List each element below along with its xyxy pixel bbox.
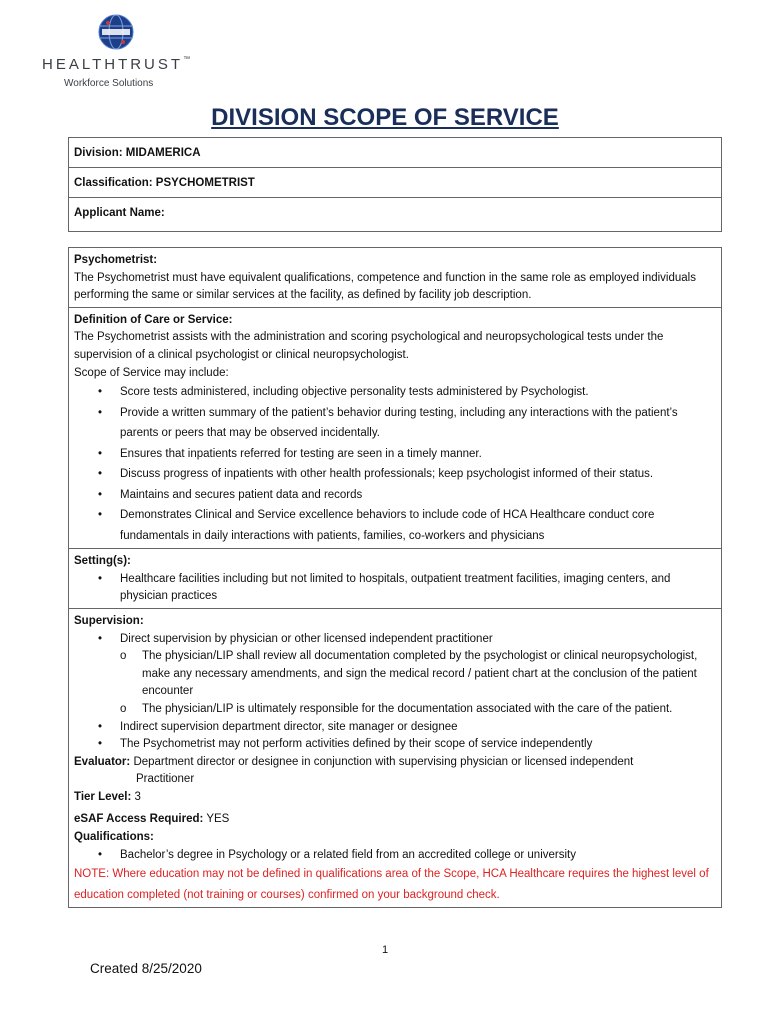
settings-heading: Setting(s): (74, 555, 131, 568)
supervision-section (69, 609, 721, 907)
settings-section (69, 549, 721, 609)
evaluator-label: Evaluator: (74, 755, 131, 768)
tier-value: 3 (131, 790, 141, 803)
list-item: • Provide a written summary of the patient’s behavior during testing, including any interactions with the patient’s parents or peers that may be observed incidentally. (74, 403, 716, 444)
list-item: • Discuss progress of inpatients with other health professionals; keep psychologist informed of their status. (74, 464, 716, 485)
evaluator-text: Department director or designee in conjunction with supervising physician or licensed independent (130, 755, 634, 768)
list-item: • The Psychometrist may not perform activities defined by their scope of service independently (74, 736, 716, 754)
list-item: • Ensures that inpatients referred for testing are seen in a timely manner. (74, 444, 716, 465)
brand-tagline: Workforce Solutions (64, 78, 154, 89)
supervision-list (74, 631, 716, 754)
supervision-heading: Supervision: (74, 614, 144, 627)
definition-section (69, 308, 721, 549)
list-item: • Demonstrates Clinical and Service excellence behaviors to include code of HCA Healthcare conduct core fundamentals in daily interactions with patients, families, co-workers and physicians (74, 505, 716, 546)
qualifications-heading: Qualifications: (74, 831, 154, 844)
scope-table (68, 247, 722, 908)
scope-label: Scope of Service may include: (74, 366, 229, 379)
header-table (68, 137, 722, 232)
brand-name: HEALTHTRUST™ (42, 56, 191, 73)
list-item: • Bachelor’s degree in Psychology or a related field from an accredited college or university (74, 847, 716, 865)
education-note: NOTE: Where education may not be defined in qualifications area of the Scope, HCA Healthcare requires the highest level of education completed (not training or courses) confirmed on your background check. (74, 868, 709, 901)
esaf-access (74, 811, 716, 829)
list-item: • Maintains and secures patient data and records (74, 485, 716, 506)
sub-list-item: o The physician/LIP is ultimately responsible for the documentation associated with the care of the patient. (74, 701, 716, 719)
scope-list (74, 382, 716, 546)
definition-heading: Definition of Care or Service: (74, 313, 233, 326)
list-item: • Healthcare facilities including but not limited to hospitals, outpatient treatment facilities, imaging centers, and physician practices (74, 571, 716, 606)
tier-level (74, 789, 716, 807)
supervision-sublist (74, 648, 716, 718)
supervision-item-direct: Direct supervision by physician or other licensed independent practitioner (120, 632, 493, 645)
page-title: DIVISION SCOPE OF SERVICE (211, 104, 559, 131)
list-item: • Score tests administered, including objective personality tests administered by Psychologist. (74, 382, 716, 403)
psychometrist-section (69, 248, 721, 308)
list-item: • Indirect supervision department director, site manager or designee (74, 719, 716, 737)
psychometrist-heading: Psychometrist: (74, 254, 158, 266)
definition-text: The Psychometrist assists with the administration and scoring psychological and neuropsychological tests under the supervision of a clinical psychologist or clinical neuropsychologist. (74, 331, 664, 361)
esaf-value: YES (203, 813, 230, 826)
division-row: Division: MIDAMERICA (69, 138, 721, 168)
healthtrust-logo (40, 14, 200, 94)
applicant-name-row: Applicant Name: (74, 207, 165, 219)
globe-icon (98, 14, 134, 50)
page-number: 1 (381, 944, 389, 956)
evaluator (74, 754, 716, 789)
tier-label: Tier Level: (74, 790, 132, 803)
psychometrist-text: The Psychometrist must have equivalent qualifications, competence and function in the same role as employed individuals performing the same or similar services at the facility, as defined by facility job description. (74, 271, 696, 302)
sub-list-item: o The physician/LIP shall review all documentation completed by the psychologist or clinical neuropsychologist, make any necessary amendments, and sign the medical record / patient chart at the conclusion of the patient encounter (74, 648, 716, 701)
evaluator-continued: Practitioner (136, 773, 195, 786)
created-date: Created 8/25/2020 (90, 961, 202, 976)
list-item (74, 631, 716, 719)
esaf-label: eSAF Access Required: (74, 813, 204, 826)
settings-list (74, 571, 716, 606)
qualifications-list (74, 847, 716, 865)
classification-row: Classification: PSYCHOMETRIST (69, 168, 721, 198)
